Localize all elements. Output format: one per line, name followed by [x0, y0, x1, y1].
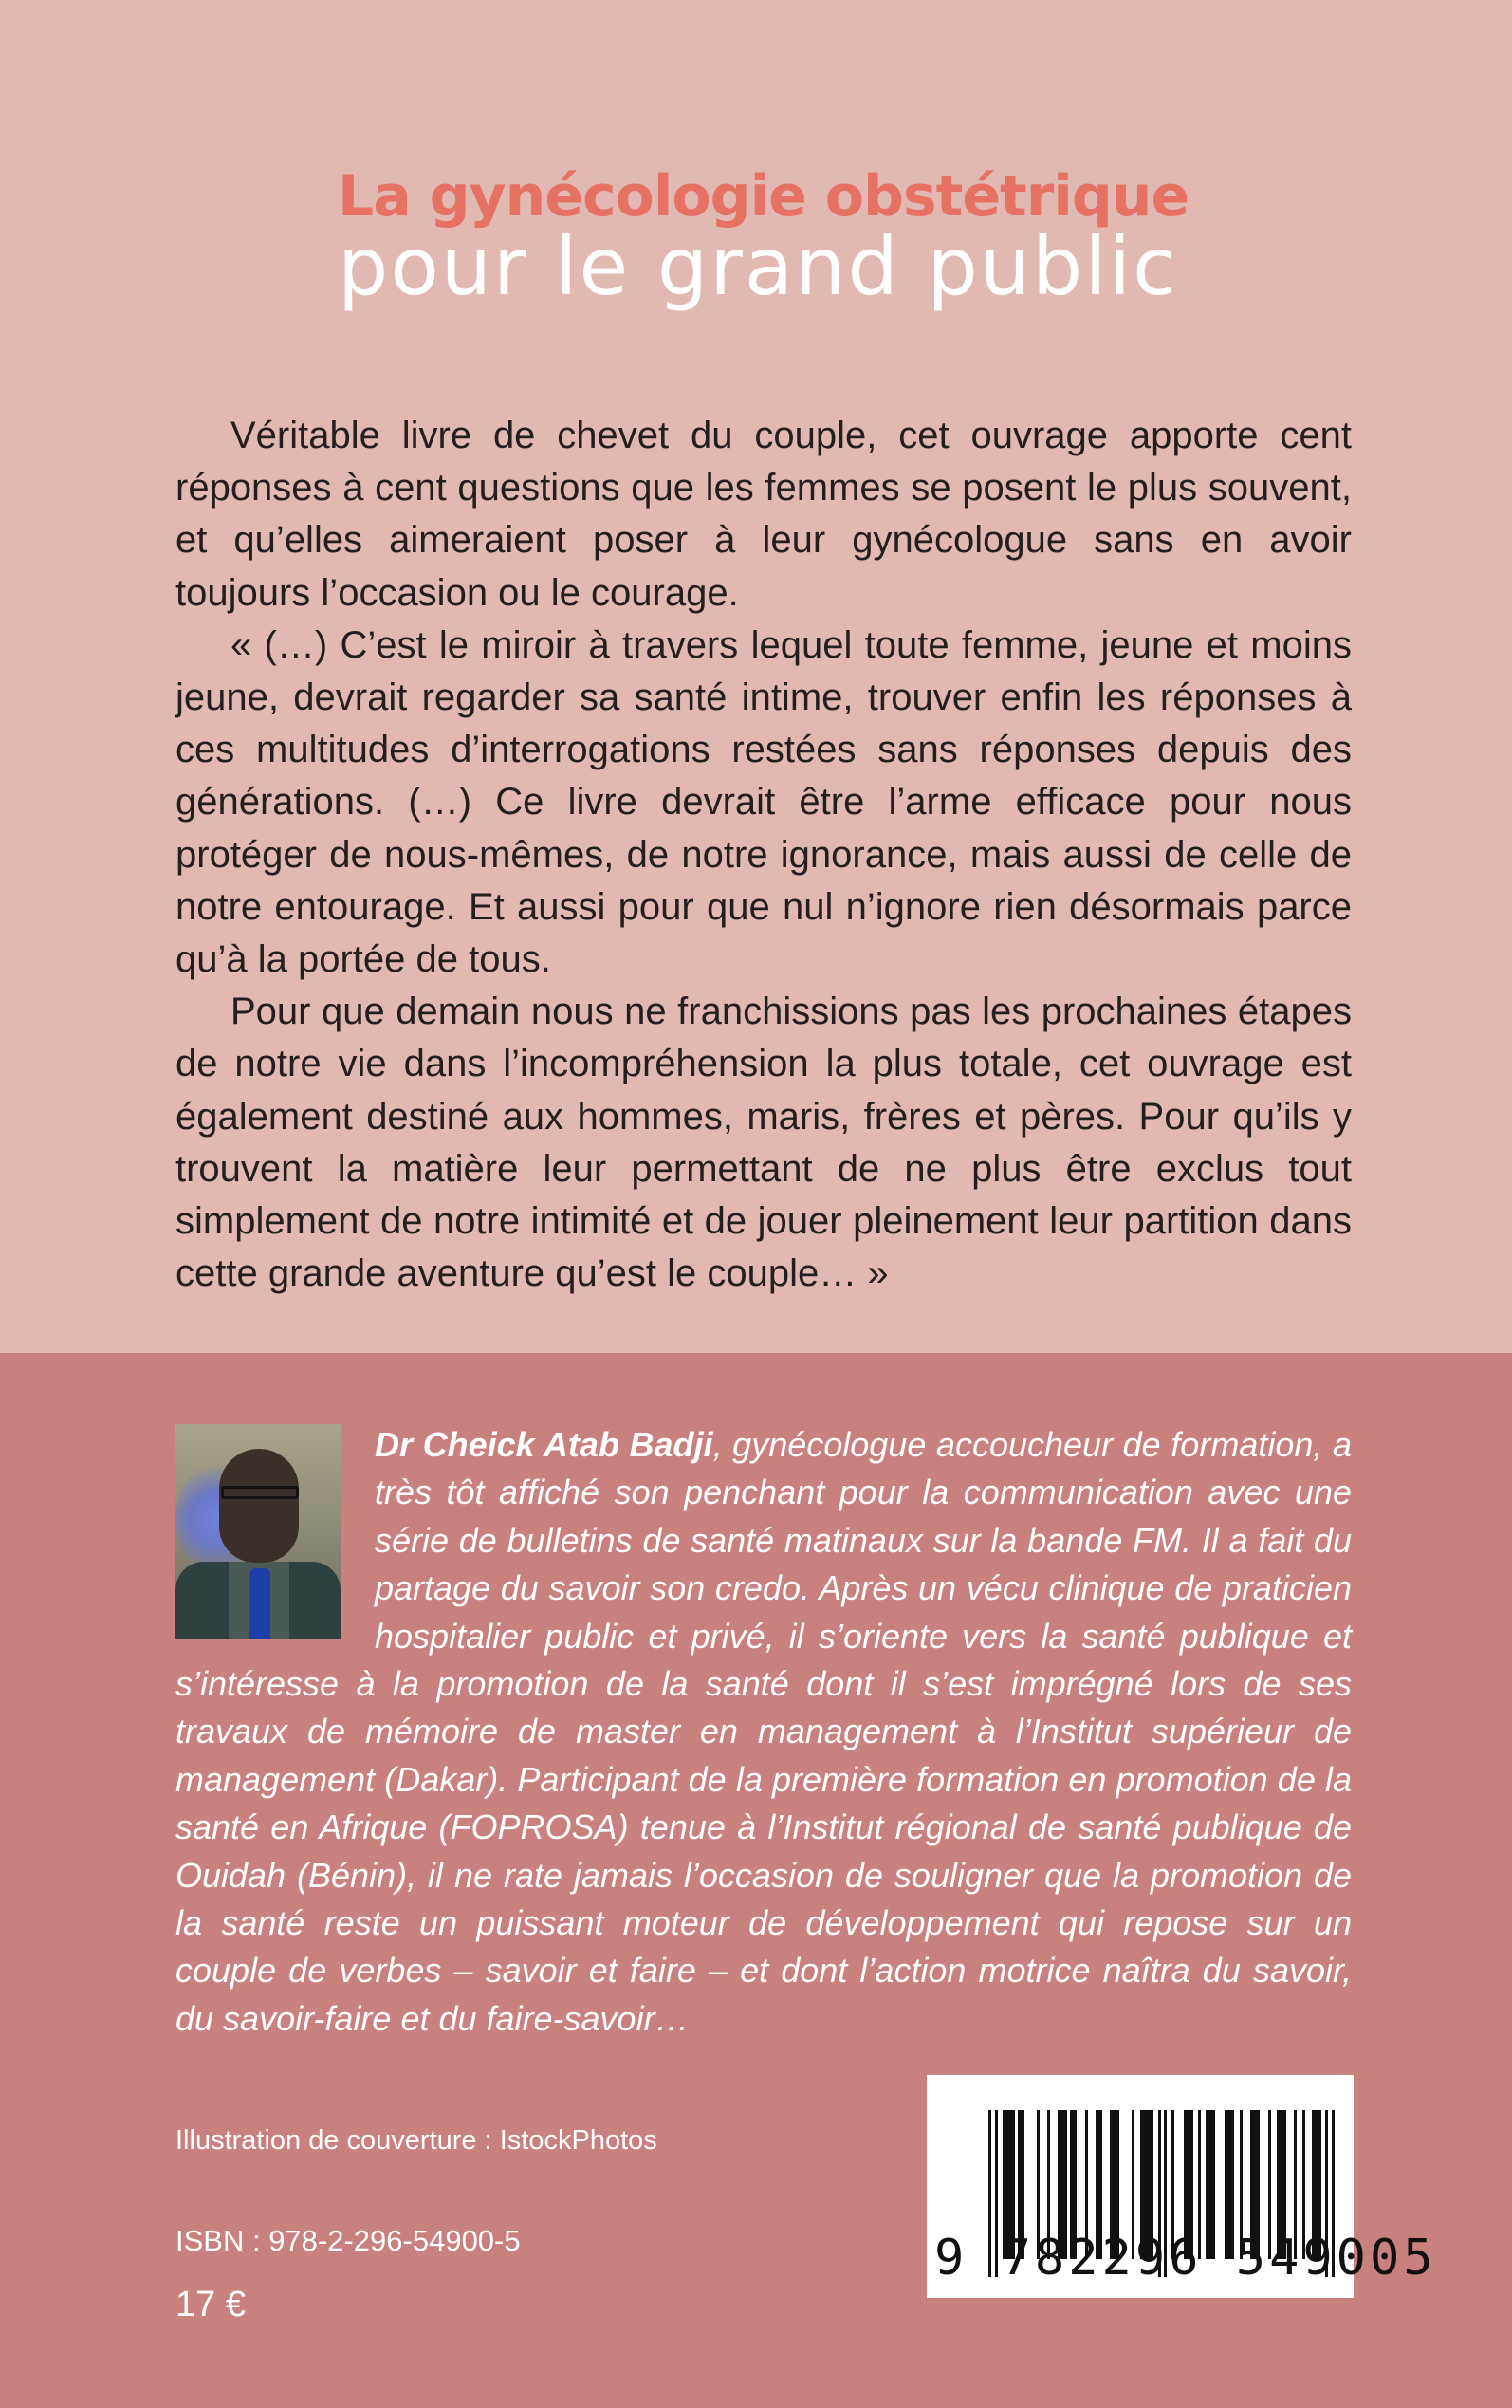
back-cover-blurb — [175, 410, 1352, 1300]
title-line-2: pour le grand public — [338, 220, 1179, 313]
author-bio-text: , gynécologue accoucheur de formation, a très tôt affiché son penchant pour la communication avec une série de bulletins de santé matinaux sur la bande FM. Il a fait du partage du savoir son credo. Après un vécu clinique de praticien hospitalier public et privé, il s’oriente vers la santé publique et s’intéresse à la promotion de la santé dont il s’est imprégné lors de ses travaux de mémoire de master en management à l’Institut supérieur de management (Dakar). Participant de la première formation en promotion de la santé en Afrique (FOPROSA) tenue à l’Institut régional de santé publique de Ouidah (Bénin), il ne rate jamais l’occasion de souligner que la promotion de la santé reste un puissant moteur de développement qui repose sur un couple de verbes – savoir et faire – et dont l’action motrice naîtra du savoir, du savoir-faire et du faire-savoir… — [175, 1425, 1352, 2038]
title-line-1: La gynécologie obstétrique — [338, 163, 1189, 230]
barcode-digits: 9 782296 549005 — [934, 2230, 1437, 2287]
blurb-paragraph: Véritable livre de chevet du couple, cet ouvrage apporte cent réponses à cent questions que les femmes se posent le plus souvent, et qu’elles aimeraient poser à leur gynécologue sans en avoir toujours l’occasion ou le courage. — [175, 415, 1352, 614]
isbn: ISBN : 978-2-296-54900-5 — [175, 2224, 521, 2257]
price: 17 € — [175, 2285, 246, 2325]
illustration-credit: Illustration de couverture : IstockPhotos — [175, 2125, 657, 2156]
blurb-paragraph: Pour que demain nous ne franchissions pas les prochaines étapes de notre vie dans l’incompréhension la plus totale, cet ouvrage est également destiné aux hommes, maris, frères et pères. Pour qu’ils y trouvent la matière leur permettant de ne plus être exclus tout simplement de notre intimité et de jouer pleinement leur partition dans cette grande aventure qu’est le couple… » — [175, 991, 1352, 1295]
author-bio — [175, 1421, 1352, 2043]
isbn-barcode — [927, 2075, 1437, 2298]
author-name: Dr Cheick Atab Badji — [375, 1425, 713, 1464]
blurb-paragraph: « (…) C’est le miroir à travers lequel toute femme, jeune et moins jeune, devrait regarder sa santé intime, trouver enfin les réponses à ces multitudes d’interrogations restées sans réponses depuis des générations. (…) Ce livre devrait être l’arme efficace pour nous protéger de nous-mêmes, de notre ignorance, mais aussi de celle de notre entourage. Et aussi pour que nul n’ignore rien désormais parce qu’à la portée de tous. — [175, 623, 1352, 981]
